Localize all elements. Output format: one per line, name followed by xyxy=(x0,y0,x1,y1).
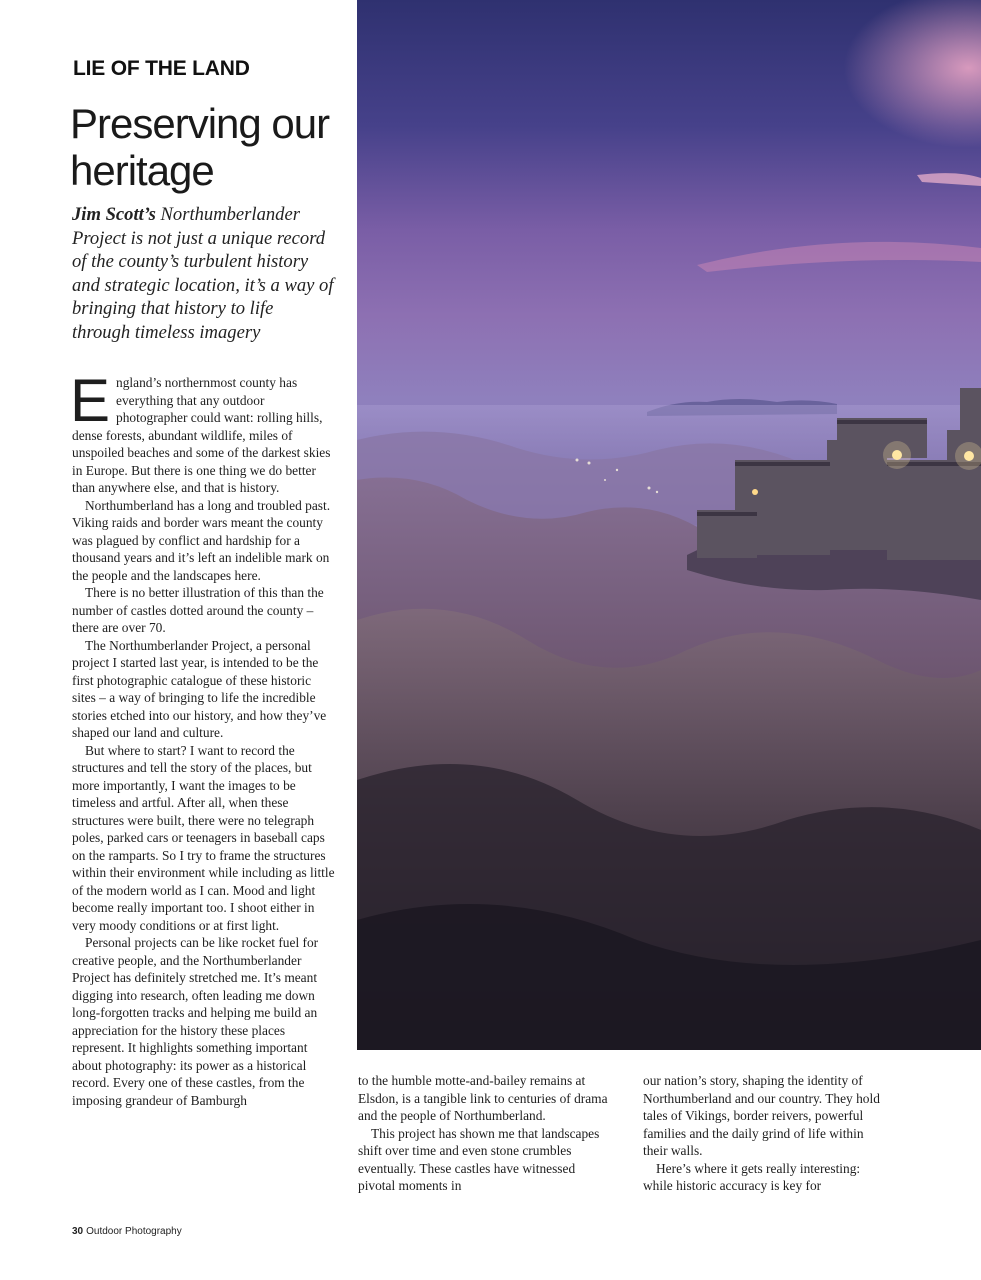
body-paragraph: There is no better illustration of this than the number of castles dotted around the county – there are over 70. xyxy=(72,585,324,635)
drop-cap: E xyxy=(70,367,111,434)
body-paragraph xyxy=(70,367,336,497)
standfirst xyxy=(72,203,334,344)
body-paragraph: This project has shown me that landscapes shift over time and even stone crumbles eventually. These castles have witnessed pivotal moments in xyxy=(358,1125,600,1193)
magazine-name: Outdoor Photography xyxy=(86,1226,182,1237)
section-label: LIE OF THE LAND xyxy=(73,57,250,80)
body-column-3 xyxy=(643,1072,887,1195)
body-paragraph: The Northumberlander Project, a personal project I started last year, is intended to be the first photographic catalogue of these historic sites – a way of bringing to life the incredible stories etched into our history, and how they’ve shaped our land and culture. xyxy=(72,637,327,740)
body-paragraph: to the humble motte-and-bailey remains at Elsdon, is a tangible link to centuries of drama and the people of Northumberland. xyxy=(358,1073,608,1123)
body-text: ngland’s northernmost county has everything that any outdoor photographer could want: rolling hills, dense forests, abundant wildlife, miles of unspoiled beaches and some of the darkest skies in Europe. But there is one thing we do better than anywhere else, and that is history. xyxy=(72,375,331,495)
body-column-1 xyxy=(70,367,336,1109)
headline: Preserving our heritage xyxy=(70,100,330,194)
body-paragraph: Here’s where it gets really interesting: while historic accuracy is key for xyxy=(643,1160,861,1193)
page-footer xyxy=(72,1226,182,1237)
body-paragraph: Northumberland has a long and troubled past. Viking raids and border wars meant the county was plagued by conflict and hardship for a thousand years and it’s left an indelible mark on the people and the landscapes here. xyxy=(72,497,331,583)
body-column-2 xyxy=(358,1072,614,1195)
body-paragraph: But where to start? I want to record the structures and tell the story of the places, but more importantly, I want the images to be timeless and artful. After all, when these structures were built, there were no telegraph poles, parked cars or teenagers in baseball caps on the ramparts. So I try to frame the structures within their environment while including as little of the modern world as I can. Mood and light become really important too. I shoot either in very moody conditions or at first light. xyxy=(72,742,335,933)
page-number: 30 xyxy=(72,1226,84,1237)
body-paragraph: Personal projects can be like rocket fuel for creative people, and the Northumberlander Project has definitely stretched me. It’s meant digging into research, often leading me down long-forgotten tracks and helping me build an appreciation for the history these places represent. It highlights something important about photography: its power as a historical record. Every one of these castles, from the imposing grandeur of Bamburgh xyxy=(72,935,319,1108)
standfirst-text: Northumberlander Project is not just a unique record of the county’s turbulent history and strategic location, it’s a way of bringing that history to life through timeless imagery xyxy=(72,204,334,343)
standfirst-author: Jim Scott’s xyxy=(72,204,156,225)
castle-photograph xyxy=(357,0,981,1050)
body-paragraph: our nation’s story, shaping the identity of Northumberland and our country. They hold tales of Vikings, border reivers, powerful families and the daily grind of life within their walls. xyxy=(643,1073,880,1158)
